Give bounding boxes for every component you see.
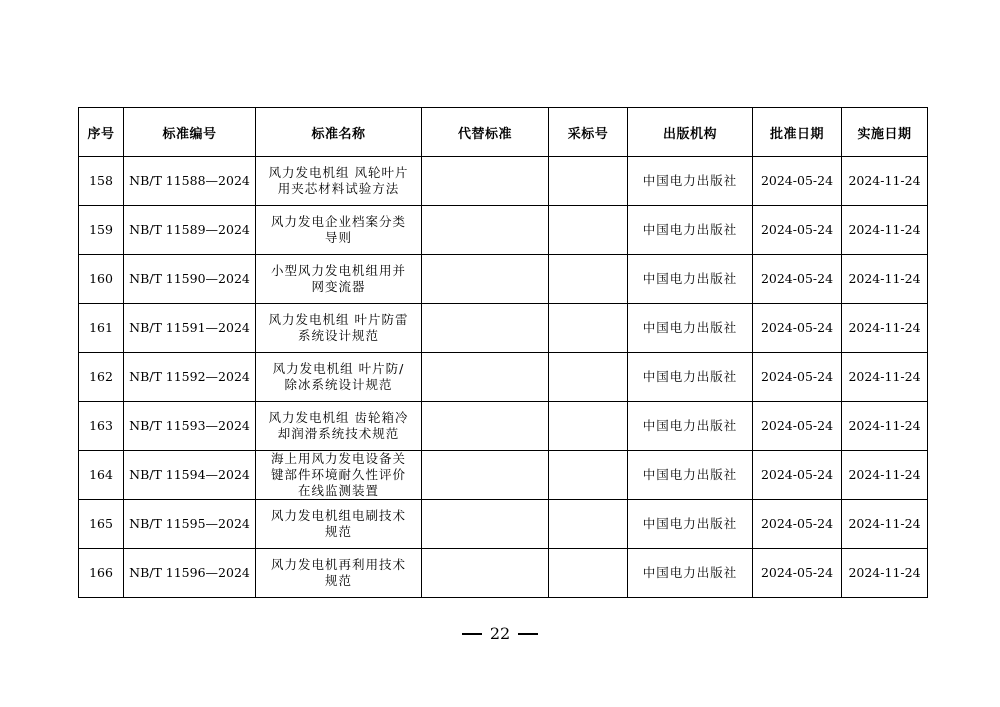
row-seq: 164 (79, 451, 124, 500)
header-adopted: 采标号 (549, 108, 628, 157)
row-adopted (549, 353, 628, 402)
row-implementation-date: 2024-11-24 (842, 304, 928, 353)
row-adopted (549, 255, 628, 304)
row-name-line-1: 风力发电机组 齿轮箱冷 (268, 410, 409, 425)
row-name (256, 500, 422, 549)
row-name-line-1: 风力发电企业档案分类 (270, 214, 406, 229)
row-name-line-3: 在线监测装置 (297, 483, 379, 498)
row-publisher: 中国电力出版社 (628, 500, 753, 549)
table-body (79, 157, 928, 598)
row-seq: 161 (79, 304, 124, 353)
table-row (79, 255, 928, 304)
left-dash (462, 633, 482, 635)
row-name-line-1: 风力发电机组 叶片防雷 (268, 312, 409, 327)
header-replaces: 代替标准 (422, 108, 549, 157)
row-seq: 158 (79, 157, 124, 206)
row-publisher: 中国电力出版社 (628, 549, 753, 598)
row-replaces (422, 304, 549, 353)
row-replaces (422, 500, 549, 549)
row-approval-date: 2024-05-24 (753, 500, 842, 549)
row-publisher: 中国电力出版社 (628, 353, 753, 402)
table-row (79, 402, 928, 451)
row-adopted (549, 451, 628, 500)
row-approval-date: 2024-05-24 (753, 353, 842, 402)
row-implementation-date: 2024-11-24 (842, 206, 928, 255)
row-seq: 165 (79, 500, 124, 549)
row-replaces (422, 451, 549, 500)
row-approval-date: 2024-05-24 (753, 255, 842, 304)
row-adopted (549, 549, 628, 598)
row-name-line-1: 风力发电机组 风轮叶片 (268, 165, 409, 180)
row-implementation-date: 2024-11-24 (842, 157, 928, 206)
row-name-line-2: 却润滑系统技术规范 (277, 426, 400, 441)
row-name (256, 304, 422, 353)
row-name-line-2: 网变流器 (311, 279, 366, 294)
row-code: NB/T 11594—2024 (124, 451, 256, 500)
row-publisher: 中国电力出版社 (628, 255, 753, 304)
row-implementation-date: 2024-11-24 (842, 402, 928, 451)
row-seq: 166 (79, 549, 124, 598)
row-name-line-1: 风力发电机组 叶片防/ (272, 361, 405, 376)
row-code: NB/T 11592—2024 (124, 353, 256, 402)
header-name: 标准名称 (256, 108, 422, 157)
standards-table (78, 107, 928, 598)
table-row (79, 304, 928, 353)
row-replaces (422, 402, 549, 451)
row-implementation-date: 2024-11-24 (842, 549, 928, 598)
row-name (256, 255, 422, 304)
row-code: NB/T 11593—2024 (124, 402, 256, 451)
row-name-line-2: 用夹芯材料试验方法 (277, 181, 400, 196)
page-number: 22 (489, 624, 511, 643)
table-row (79, 157, 928, 206)
row-code: NB/T 11596—2024 (124, 549, 256, 598)
table-row (79, 353, 928, 402)
row-seq: 163 (79, 402, 124, 451)
row-name-line-2: 除冰系统设计规范 (284, 377, 393, 392)
row-adopted (549, 500, 628, 549)
row-code: NB/T 11595—2024 (124, 500, 256, 549)
row-replaces (422, 353, 549, 402)
row-implementation-date: 2024-11-24 (842, 353, 928, 402)
row-name-line-1: 小型风力发电机组用并 (270, 263, 406, 278)
row-name-line-2: 键部件环境耐久性评价 (270, 467, 406, 482)
row-seq: 159 (79, 206, 124, 255)
header-code: 标准编号 (124, 108, 256, 157)
row-replaces (422, 255, 549, 304)
row-replaces (422, 157, 549, 206)
row-code: NB/T 11591—2024 (124, 304, 256, 353)
row-publisher: 中国电力出版社 (628, 304, 753, 353)
table-header-row (79, 108, 928, 157)
row-name-line-2: 规范 (324, 573, 352, 588)
row-code: NB/T 11589—2024 (124, 206, 256, 255)
row-seq: 162 (79, 353, 124, 402)
table-row (79, 500, 928, 549)
row-approval-date: 2024-05-24 (753, 206, 842, 255)
row-publisher: 中国电力出版社 (628, 402, 753, 451)
row-adopted (549, 402, 628, 451)
header-seq: 序号 (79, 108, 124, 157)
row-adopted (549, 206, 628, 255)
header-implementation-date: 实施日期 (842, 108, 928, 157)
right-dash (518, 633, 538, 635)
header-publisher: 出版机构 (628, 108, 753, 157)
row-approval-date: 2024-05-24 (753, 549, 842, 598)
standards-sheet (78, 107, 927, 598)
header-approval-date: 批准日期 (753, 108, 842, 157)
row-publisher: 中国电力出版社 (628, 451, 753, 500)
row-name-line-2: 系统设计规范 (297, 328, 379, 343)
page-footer (0, 624, 1000, 643)
row-name-line-1: 海上用风力发电设备关 (270, 451, 406, 466)
row-publisher: 中国电力出版社 (628, 206, 753, 255)
row-implementation-date: 2024-11-24 (842, 255, 928, 304)
row-approval-date: 2024-05-24 (753, 402, 842, 451)
row-name-line-2: 规范 (324, 524, 352, 539)
row-name (256, 451, 422, 500)
row-adopted (549, 157, 628, 206)
row-name (256, 157, 422, 206)
row-approval-date: 2024-05-24 (753, 451, 842, 500)
table-row (79, 206, 928, 255)
row-replaces (422, 549, 549, 598)
row-name-line-1: 风力发电机再利用技术 (270, 557, 406, 572)
row-name (256, 353, 422, 402)
row-publisher: 中国电力出版社 (628, 157, 753, 206)
row-code: NB/T 11590—2024 (124, 255, 256, 304)
row-name-line-1: 风力发电机组电刷技术 (270, 508, 406, 523)
row-name (256, 402, 422, 451)
row-seq: 160 (79, 255, 124, 304)
row-name (256, 206, 422, 255)
row-code: NB/T 11588—2024 (124, 157, 256, 206)
table-row (79, 451, 928, 500)
row-adopted (549, 304, 628, 353)
row-implementation-date: 2024-11-24 (842, 451, 928, 500)
row-approval-date: 2024-05-24 (753, 157, 842, 206)
row-implementation-date: 2024-11-24 (842, 500, 928, 549)
row-approval-date: 2024-05-24 (753, 304, 842, 353)
row-replaces (422, 206, 549, 255)
table-row (79, 549, 928, 598)
row-name-line-2: 导则 (324, 230, 352, 245)
row-name (256, 549, 422, 598)
